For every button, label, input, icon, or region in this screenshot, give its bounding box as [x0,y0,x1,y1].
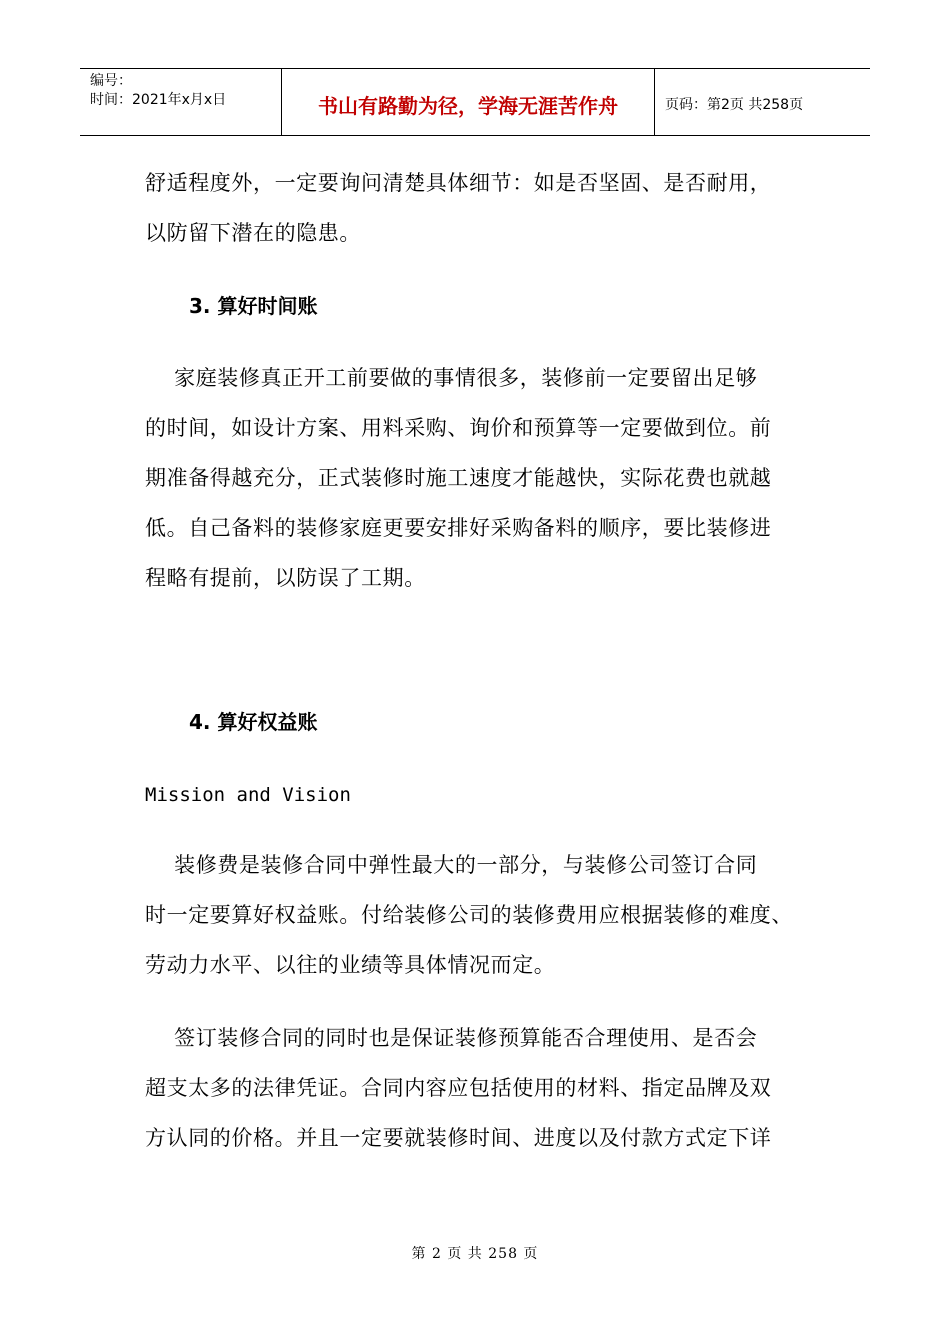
paragraph-line: 超支太多的法律凭证。合同内容应包括使用的材料、指定品牌及双 [145,1076,772,1100]
header-page-cell [655,69,870,135]
paragraph-line: 劳动力水平、以往的业绩等具体情况而定。 [145,953,556,977]
header-motto: 书山有路勤为径，学海无涯苦作舟 [318,93,618,118]
paragraph-line: 期准备得越充分，正式装修时施工速度才能越快，实际花费也就越 [145,466,772,490]
header-meta-cell [80,69,282,135]
paragraph-line: 低。自己备料的装修家庭更要安排好采购备料的顺序，要比装修进 [145,516,772,540]
section-heading-4: 4. 算好权益账 [189,710,318,734]
paragraph-fee [145,840,805,990]
paragraph-contract [145,1013,805,1163]
paragraph-line: 装修费是装修合同中弹性最大的一部分，与装修公司签订合同 [145,853,758,877]
paragraph-line: 以防留下潜在的隐患。 [145,221,361,245]
section-heading-3: 3. 算好时间账 [189,294,318,318]
paragraph-line: 家庭装修真正开工前要做的事情很多，装修前一定要留出足够 [145,366,758,390]
paragraph-line: 舒适程度外，一定要询问清楚具体细节：如是否坚固、是否耐用， [145,171,772,195]
document-number-label: 编号： [90,73,132,89]
document-date-label: 时间：2021年x月x日 [90,92,227,108]
paragraph-line: 签订装修合同的同时也是保证装修预算能否合理使用、是否会 [145,1026,758,1050]
english-subtitle: Mission and Vision [145,784,351,806]
document-header [80,68,870,136]
paragraph-line: 时一定要算好权益账。付给装修公司的装修费用应根据装修的难度、 [145,903,793,927]
paragraph-line: 程略有提前，以防误了工期。 [145,566,426,590]
header-page-info: 页码：第2页 共258页 [665,97,804,113]
paragraph-line: 方认同的价格。并且一定要就装修时间、进度以及付款方式定下详 [145,1126,772,1150]
paragraph-time [145,353,805,603]
paragraph-line: 的时间，如设计方案、用料采购、询价和预算等一定要做到位。前 [145,416,772,440]
page-footer: 第 2 页 共 258 页 [411,1246,539,1262]
paragraph-continued [145,158,805,258]
header-motto-cell [282,69,655,135]
